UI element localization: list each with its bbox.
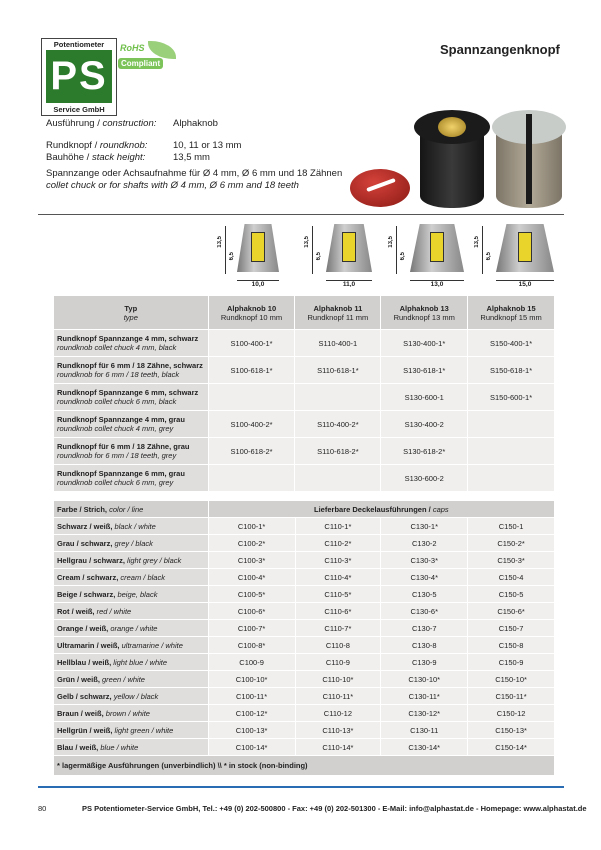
table-cell: C150-10*	[468, 671, 555, 688]
table-cell: C150-8	[468, 637, 555, 654]
spec-description-de: Spannzange oder Achsaufnahme für Ø 4 mm, Ø 6 mm und 18 Zähnen	[46, 168, 343, 179]
width-label: 10,0	[237, 280, 279, 288]
table-cell: C150-11*	[468, 688, 555, 705]
row-label: Blau / weiß, blue / white	[54, 739, 209, 756]
table-cell: C130-8	[381, 637, 468, 654]
table-row	[54, 705, 555, 722]
row-label: Rundknopf Spannzange 4 mm, schwarz roundknob collet chuck 4 mm, black	[54, 330, 209, 357]
table-row	[54, 384, 555, 411]
footnote: * lagermäßige Ausführungen (unverbindlich) \\ * in stock (non-binding)	[54, 756, 555, 776]
table-cell: C130-11	[381, 722, 468, 739]
spec-label-en: construction:	[102, 118, 157, 129]
logo-bottom-text: Service GmbH	[53, 105, 105, 114]
row-label: Cream / schwarz, cream / black	[54, 569, 209, 586]
table-cell: S110-400-1	[295, 330, 381, 357]
table-cell: S130-618-2*	[381, 438, 468, 465]
table-row	[54, 688, 555, 705]
table-cell: C110-2*	[295, 535, 381, 552]
table-cell: C110-10*	[295, 671, 381, 688]
width-label: 11,0	[326, 280, 372, 288]
table-cell: C130-14*	[381, 739, 468, 756]
table-cell: C110-11*	[295, 688, 381, 705]
height-label: 13,5	[388, 236, 394, 248]
table-row	[54, 654, 555, 671]
header-cell: Alphaknob 11 Rundknopf 11 mm	[295, 296, 381, 330]
inner-height-label: 6,5	[400, 252, 406, 261]
table-cell: C100-9	[208, 654, 295, 671]
spec-label-de: Ausführung /	[46, 118, 100, 129]
table-cell: S130-600-2	[381, 465, 468, 492]
divider	[38, 214, 564, 215]
table-header-row	[54, 296, 555, 330]
page-title: Spannzangenknopf	[440, 42, 560, 57]
table-cell: S130-600-1	[381, 384, 468, 411]
row-label: Hellgrau / schwarz, light grey / black	[54, 552, 209, 569]
grey-knob-image	[492, 110, 566, 210]
red-knob-image	[350, 163, 410, 209]
row-label: Braun / weiß, brown / white	[54, 705, 209, 722]
table-cell: C130-10*	[381, 671, 468, 688]
table-cell: C150-7	[468, 620, 555, 637]
spec-value: Alphaknob	[173, 118, 218, 129]
table-cell: C150-14*	[468, 739, 555, 756]
leaf-icon	[148, 41, 176, 59]
knob-type-table	[53, 295, 555, 492]
table-cell: C130-6*	[381, 603, 468, 620]
table-cell	[208, 465, 295, 492]
row-label: Rot / weiß, red / white	[54, 603, 209, 620]
height-label: 13,5	[304, 236, 310, 248]
table-row	[54, 552, 555, 569]
table-cell	[295, 465, 381, 492]
table-row	[54, 465, 555, 492]
header-cell: Alphaknob 13 Rundknopf 13 mm	[381, 296, 468, 330]
table-cell: C100-11*	[208, 688, 295, 705]
inner-height-label: 6,5	[229, 252, 235, 261]
table-cell: C110-13*	[295, 722, 381, 739]
table-cell: C110-6*	[295, 603, 381, 620]
table-cell: C150-9	[468, 654, 555, 671]
table-cell: C110-14*	[295, 739, 381, 756]
table-cell	[468, 465, 555, 492]
footnote-row	[54, 756, 555, 776]
table-cell	[468, 411, 555, 438]
height-label: 13,5	[217, 236, 223, 248]
table-row	[54, 722, 555, 739]
table-cell: S150-600-1*	[468, 384, 555, 411]
table-cell: C150-12	[468, 705, 555, 722]
table-cell: C130-1*	[381, 518, 468, 535]
table-cell: C130-5	[381, 586, 468, 603]
table-cell: C100-7*	[208, 620, 295, 637]
table-cell: C110-8	[295, 637, 381, 654]
table-cell: C100-14*	[208, 739, 295, 756]
table-cell: C100-6*	[208, 603, 295, 620]
table-row	[54, 603, 555, 620]
inner-height-label: 6,5	[316, 252, 322, 261]
table-cell: C110-4*	[295, 569, 381, 586]
row-label: Orange / weiß, orange / white	[54, 620, 209, 637]
table-row	[54, 535, 555, 552]
header-cell: Typ type	[54, 296, 209, 330]
row-label: Gelb / schwarz, yellow / black	[54, 688, 209, 705]
row-label: Grün / weiß, green / white	[54, 671, 209, 688]
table-cell: C110-3*	[295, 552, 381, 569]
row-label: Rundknopf für 6 mm / 18 Zähne, grau roundknob for 6 mm / 18 teeth, grey	[54, 438, 209, 465]
spec-height	[46, 152, 342, 164]
header-cell: Alphaknob 15 Rundknopf 15 mm	[468, 296, 555, 330]
rohs-compliant-text: Compliant	[118, 58, 163, 69]
header-cell: Alphaknob 10 Rundknopf 10 mm	[208, 296, 295, 330]
table-cell: C130-12*	[381, 705, 468, 722]
table-cell: S100-400-1*	[208, 330, 295, 357]
black-knob-image	[414, 110, 490, 210]
table-cell: C100-13*	[208, 722, 295, 739]
table-cell: C100-2*	[208, 535, 295, 552]
table-cell: S130-618-1*	[381, 357, 468, 384]
width-label: 15,0	[496, 280, 554, 288]
spec-block	[46, 118, 342, 192]
table-cell	[208, 384, 295, 411]
table-cell: C130-9	[381, 654, 468, 671]
row-label: Beige / schwarz, beige, black	[54, 586, 209, 603]
table-cell: C100-5*	[208, 586, 295, 603]
spec-roundknob	[46, 140, 342, 152]
table-cell: C100-12*	[208, 705, 295, 722]
rohs-text: RoHS	[120, 43, 145, 53]
page-number: 80	[38, 804, 47, 813]
table-cell: C130-2	[381, 535, 468, 552]
inner-height-label: 6,5	[486, 252, 492, 261]
rohs-badge	[118, 41, 176, 73]
table-row	[54, 330, 555, 357]
width-label: 13,0	[410, 280, 464, 288]
company-logo	[41, 38, 117, 116]
table-cell	[295, 384, 381, 411]
table-cell: C130-7	[381, 620, 468, 637]
row-label: Ultramarin / weiß, ultramarine / white	[54, 637, 209, 654]
row-label: Schwarz / weiß, black / white	[54, 518, 209, 535]
table-cell: C110-12	[295, 705, 381, 722]
row-label: Rundknopf Spannzange 4 mm, grau roundknob collet chuck 4 mm, grey	[54, 411, 209, 438]
spec-label-en: roundknob:	[99, 140, 148, 151]
table-row	[54, 671, 555, 688]
table-cell: C150-5	[468, 586, 555, 603]
spec-label-de: Bauhöhe /	[46, 152, 90, 163]
table-row	[54, 569, 555, 586]
spec-label-en: stack height:	[91, 152, 146, 163]
table-cell: S100-400-2*	[208, 411, 295, 438]
table-cell: S100-618-2*	[208, 438, 295, 465]
table-cell: C100-3*	[208, 552, 295, 569]
header-cell: Lieferbare Deckelausführungen / caps	[208, 501, 554, 518]
table-cell: S110-400-2*	[295, 411, 381, 438]
table-row	[54, 518, 555, 535]
table-cell: C100-4*	[208, 569, 295, 586]
spec-label-de: Rundknopf /	[46, 140, 98, 151]
logo-mark: PS	[46, 50, 112, 103]
table-cell: C110-5*	[295, 586, 381, 603]
spec-description-en: collet chuck or for shafts with Ø 4 mm, Ø 6 mm and 18 teeth	[46, 180, 299, 191]
caps-table	[53, 500, 555, 776]
spec-construction	[46, 118, 342, 130]
table-cell: C130-11*	[381, 688, 468, 705]
height-label: 13,5	[474, 236, 480, 248]
table-cell: C130-4*	[381, 569, 468, 586]
table-cell: S150-618-1*	[468, 357, 555, 384]
table-cell: C110-9	[295, 654, 381, 671]
row-label: Rundknopf Spannzange 6 mm, grau roundknob collet chuck 6 mm, grey	[54, 465, 209, 492]
table-cell	[468, 438, 555, 465]
spec-value: 10, 11 or 13 mm	[173, 140, 242, 151]
table-cell: S130-400-2	[381, 411, 468, 438]
table-cell: C110-1*	[295, 518, 381, 535]
table-cell: S130-400-1*	[381, 330, 468, 357]
table-cell: S110-618-1*	[295, 357, 381, 384]
table-cell: C150-1	[468, 518, 555, 535]
table-row	[54, 357, 555, 384]
footer-contact: PS Potentiometer-Service GmbH, Tel.: +49 (0) 202-500800 - Fax: +49 (0) 202-501300 - E-Mail: info@alphastat.de - Homepage: www.alphastat.de	[82, 804, 587, 813]
table-row	[54, 438, 555, 465]
table-cell: C150-6*	[468, 603, 555, 620]
spec-value: 13,5 mm	[173, 152, 210, 163]
table-cell: C150-2*	[468, 535, 555, 552]
logo-top-text: Potentiometer	[53, 40, 105, 49]
table-cell: C130-3*	[381, 552, 468, 569]
table-row	[54, 586, 555, 603]
row-label: Grau / schwarz, grey / black	[54, 535, 209, 552]
table-cell: S100-618-1*	[208, 357, 295, 384]
table-cell: C110-7*	[295, 620, 381, 637]
table-cell: C150-4	[468, 569, 555, 586]
row-label: Rundknopf für 6 mm / 18 Zähne, schwarz roundknob for 6 mm / 18 teeth, black	[54, 357, 209, 384]
footer-divider	[38, 786, 564, 788]
table-cell: S110-618-2*	[295, 438, 381, 465]
header-cell: Farbe / Strich, color / line	[54, 501, 209, 518]
table-row	[54, 739, 555, 756]
table-row	[54, 637, 555, 654]
table-cell: C100-10*	[208, 671, 295, 688]
table-cell: S150-400-1*	[468, 330, 555, 357]
table-row	[54, 411, 555, 438]
table-header-row	[54, 501, 555, 518]
row-label: Rundknopf Spannzange 6 mm, schwarz roundknob collet chuck 6 mm, black	[54, 384, 209, 411]
table-cell: C100-8*	[208, 637, 295, 654]
table-cell: C100-1*	[208, 518, 295, 535]
row-label: Hellgrün / weiß, light green / white	[54, 722, 209, 739]
table-cell: C150-3*	[468, 552, 555, 569]
row-label: Hellblau / weiß, light blue / white	[54, 654, 209, 671]
table-cell: C150-13*	[468, 722, 555, 739]
table-row	[54, 620, 555, 637]
